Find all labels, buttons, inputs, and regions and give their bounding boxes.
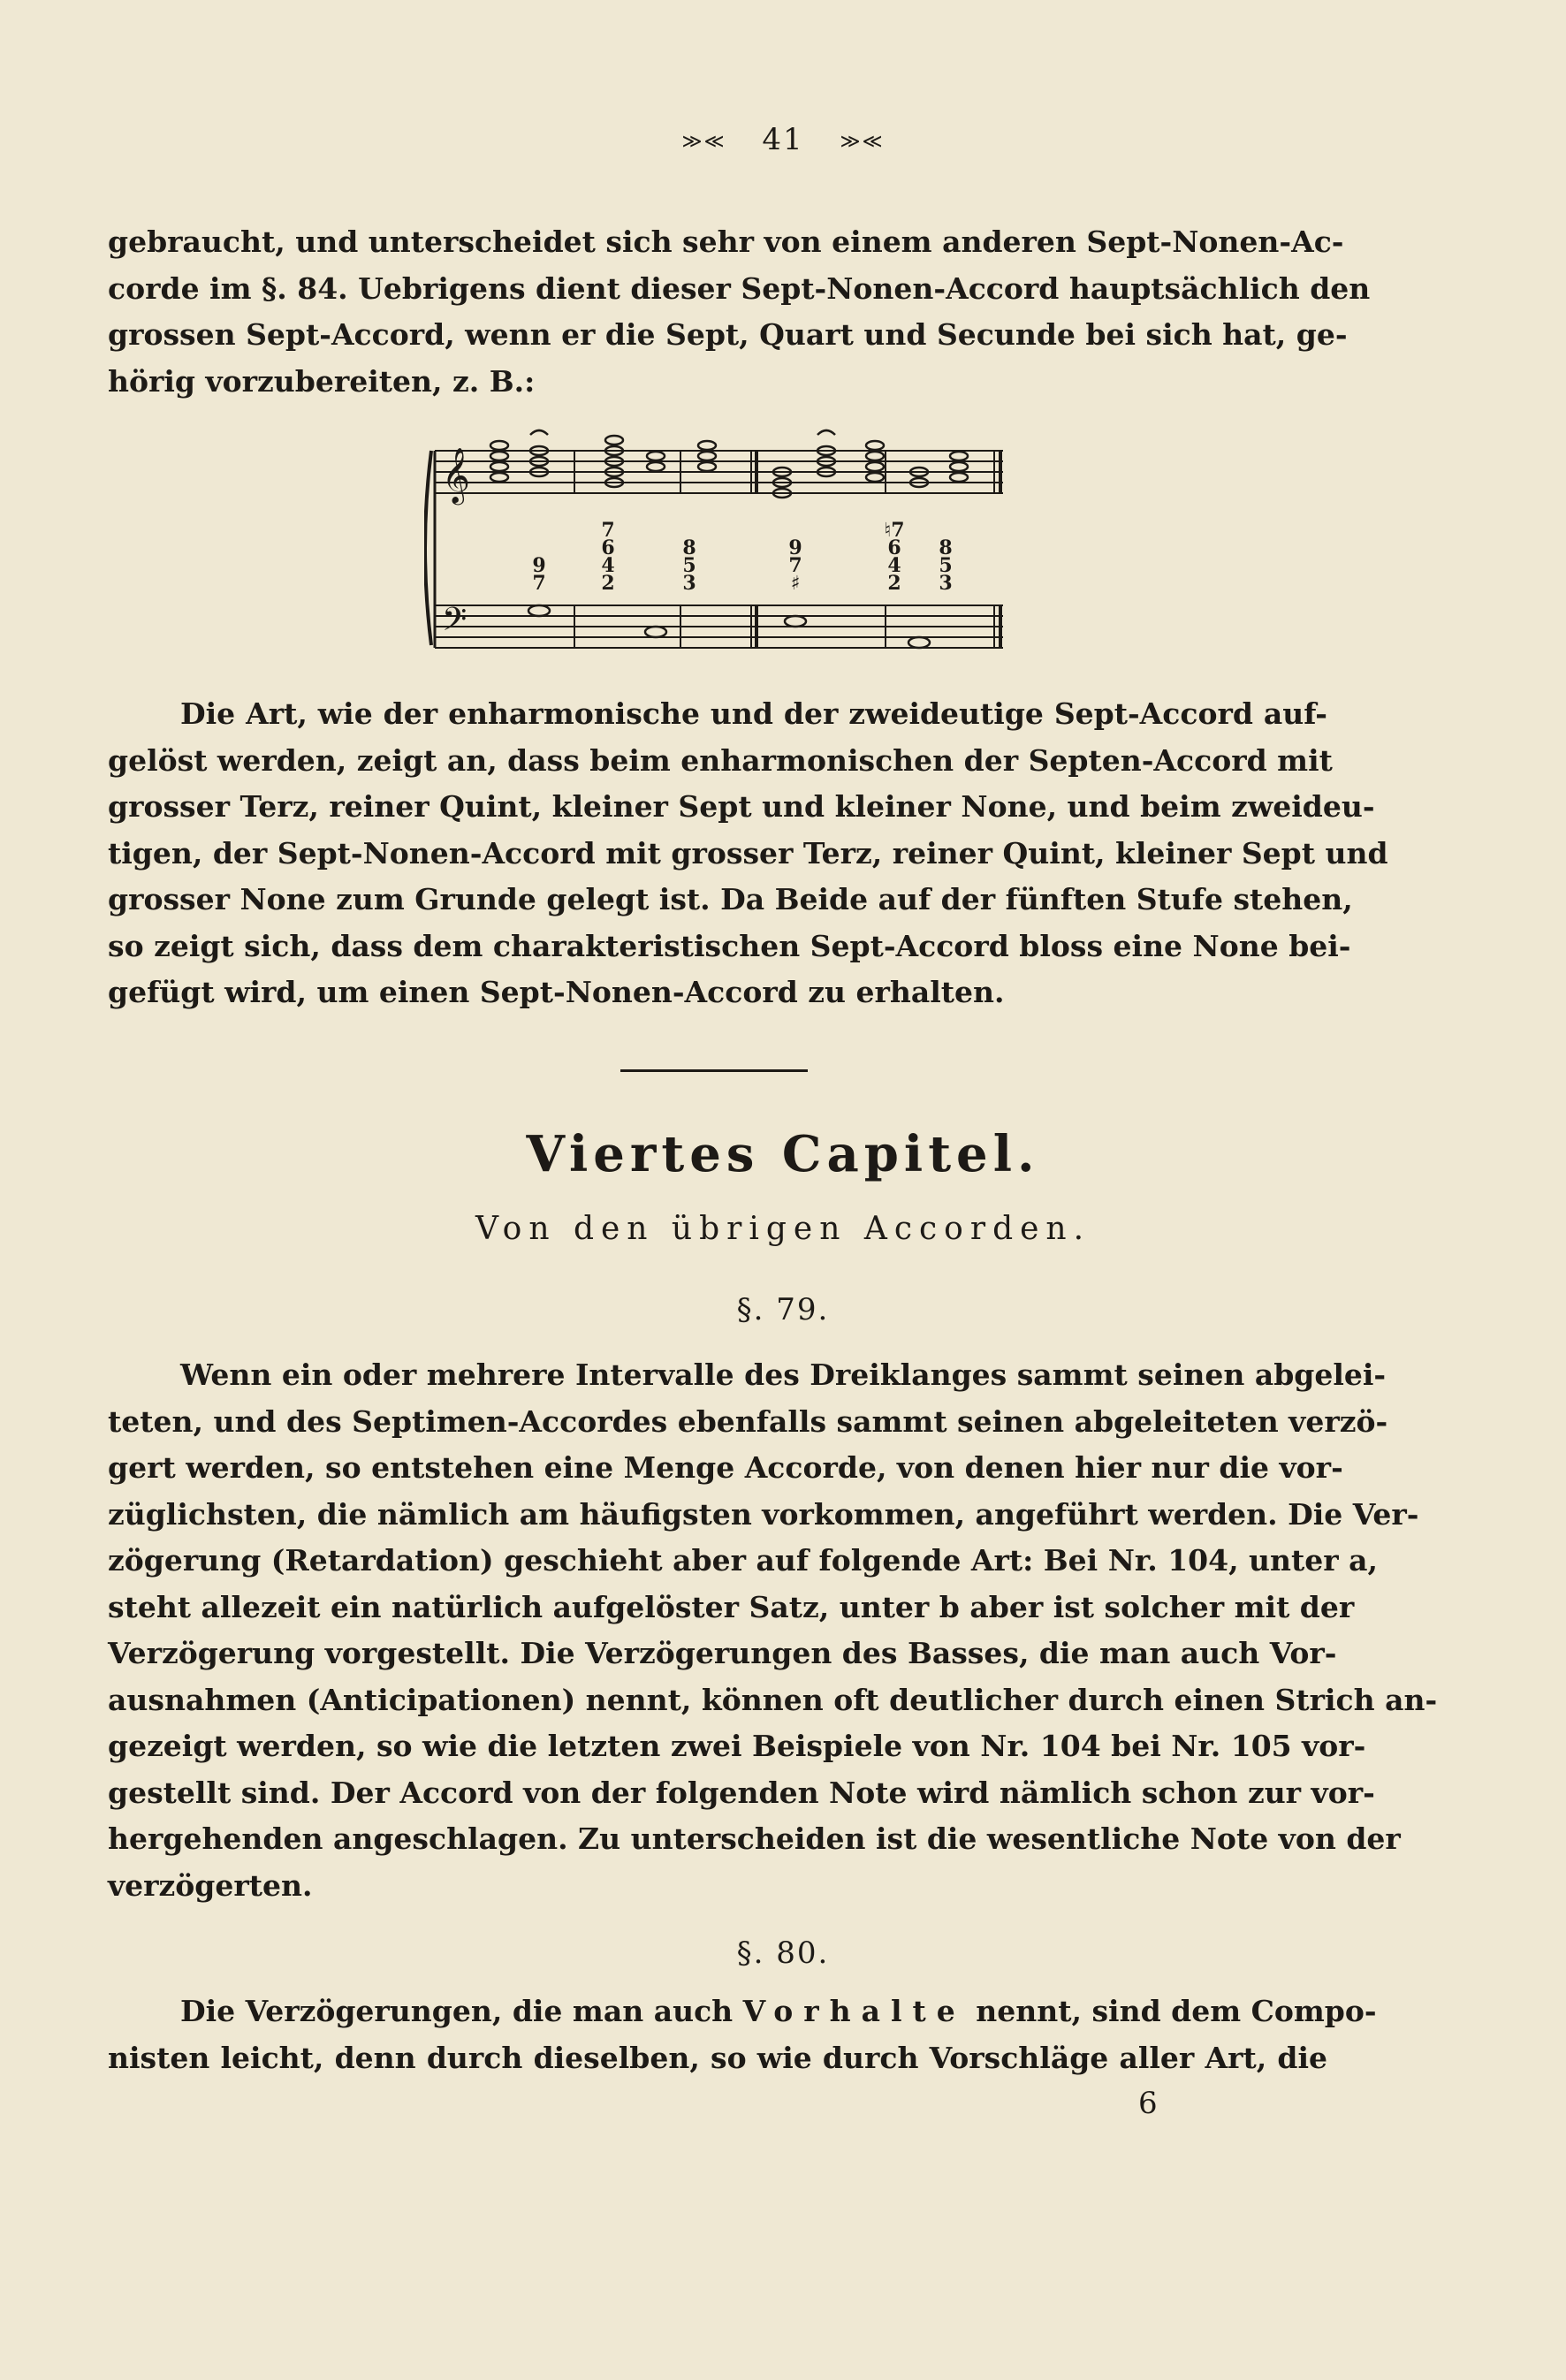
- text-line: grossen Sept-Accord, wenn er die Sept, Quart und Secunde bei sich hat, ge-: [108, 317, 1348, 352]
- figure: 8: [682, 536, 696, 559]
- text-line: [108, 1988, 1377, 2035]
- text-line: gezeigt werden, so wie die letzten zwei Beispiele von Nr. 104 bei Nr. 105 vor-: [108, 1729, 1366, 1763]
- text-line: verzögerten.: [108, 1867, 313, 1903]
- figure: 7: [788, 554, 802, 577]
- figure: 5: [939, 554, 953, 577]
- section-divider: [620, 1069, 808, 1072]
- text-line: nisten leicht, denn durch dieselben, so wie durch Vorschläge aller Art, die: [108, 2040, 1327, 2075]
- text-line: grosser Terz, reiner Quint, kleiner Sept und kleiner None, und beim zweideu-: [108, 789, 1375, 824]
- ornament-right: ≫≪: [840, 130, 885, 153]
- text-line: Verzögerung vorgestellt. Die Verzögerungen des Basses, die man auch Vor-: [108, 1636, 1337, 1670]
- text-line: züglichsten, die nämlich am häufigsten vorkommen, angeführt werden. Die Ver-: [108, 1496, 1419, 1532]
- figure: 4: [601, 554, 615, 577]
- bass-staff: [435, 605, 1003, 648]
- text-line: ausnahmen (Anticipationen) nennt, können oft deutlicher durch einen Strich an-: [108, 1682, 1438, 1717]
- figure: 6: [601, 536, 615, 559]
- paragraph-intro: [108, 219, 1371, 405]
- bass-clef-icon: 𝄢: [442, 601, 468, 646]
- figure: 5: [682, 554, 696, 577]
- text-line: teten, und des Septimen-Accordes ebenfalls sammt seinen abgeleiteten verzö-: [108, 1403, 1388, 1439]
- text-line: Die Art, wie der enharmonische und der zweideutige Sept-Accord auf-: [180, 696, 1327, 731]
- treble-clef-icon: 𝄞: [442, 447, 470, 503]
- figure: ♮7: [884, 519, 905, 542]
- paragraph-explanation: [108, 691, 1388, 1016]
- text-line: tigen, der Sept-Nonen-Accord mit grosser Terz, reiner Quint, kleiner Sept und: [108, 835, 1388, 871]
- text-line: hörig vorzubereiten, z. B.:: [108, 363, 536, 399]
- figure: 3: [939, 572, 953, 595]
- text-line: zögerung (Retardation) geschieht aber auf folgende Art: Bei Nr. 104, unter a,: [108, 1543, 1379, 1578]
- text-line: grosser None zum Grunde gelegt ist. Da Beide auf der fünften Stufe stehen,: [108, 882, 1353, 916]
- text-line: hergehenden angeschlagen. Zu unterscheiden ist die wesentliche Note von der: [108, 1821, 1401, 1856]
- page-number: 41: [762, 122, 804, 157]
- text-line: Wenn ein oder mehrere Intervalle des Dreiklanges sammt seinen abgelei-: [180, 1357, 1387, 1392]
- ornament-left: ≫≪: [681, 130, 726, 153]
- figure: ♯: [790, 572, 801, 595]
- figure: 7: [532, 572, 546, 595]
- figure: 9: [788, 536, 802, 559]
- paragraph-section-80: [108, 1988, 1377, 2081]
- text-run: Die Verzögerungen, die man auch: [180, 1994, 743, 2028]
- section-80-heading: §. 80.: [736, 1935, 830, 1971]
- text-line: so zeigt sich, dass dem charakteristischen Sept-Accord bloss eine None bei-: [108, 928, 1351, 963]
- figure: 2: [887, 572, 901, 595]
- text-line: gebraucht, und unterscheidet sich sehr von einem anderen Sept-Nonen-Ac-: [108, 224, 1344, 259]
- chapter-subtitle: Von den übrigen Accorden.: [475, 1211, 1091, 1247]
- figure: 4: [887, 554, 901, 577]
- figure: 9: [532, 554, 546, 577]
- figure: 3: [682, 572, 696, 595]
- text-run: nennt, sind dem Compo-: [965, 1994, 1377, 2028]
- paragraph-section-79: [108, 1352, 1438, 1909]
- brace: [425, 451, 431, 645]
- text-line: gestellt sind. Der Accord von der folgenden Note wird nämlich schon zur vor-: [108, 1775, 1375, 1810]
- treble-notes: [490, 430, 968, 498]
- music-example: [424, 424, 1007, 672]
- figure: 8: [939, 536, 953, 559]
- spaced-term: Vorhalte: [742, 1994, 966, 2028]
- text-line: gefügt wird, um einen Sept-Nonen-Accord zu erhalten.: [108, 975, 1005, 1009]
- figure: 2: [601, 572, 615, 595]
- text-line: gert werden, so entstehen eine Menge Accorde, von denen hier nur die vor-: [108, 1450, 1343, 1485]
- figure: 6: [887, 536, 901, 559]
- text-line: steht allezeit ein natürlich aufgelöster Satz, unter b aber ist solcher mit der: [108, 1589, 1355, 1624]
- page-header: [0, 122, 1566, 157]
- chapter-title: Viertes Capitel.: [526, 1125, 1040, 1183]
- section-79-heading: §. 79.: [736, 1292, 830, 1327]
- text-line: corde im §. 84. Uebrigens dient dieser Sept-Nonen-Accord hauptsächlich den: [108, 270, 1371, 306]
- sheet-signature: 6: [1138, 2086, 1158, 2121]
- text-line: gelöst werden, zeigt an, dass beim enharmonischen der Septen-Accord mit: [108, 742, 1333, 778]
- figure: 7: [601, 519, 615, 542]
